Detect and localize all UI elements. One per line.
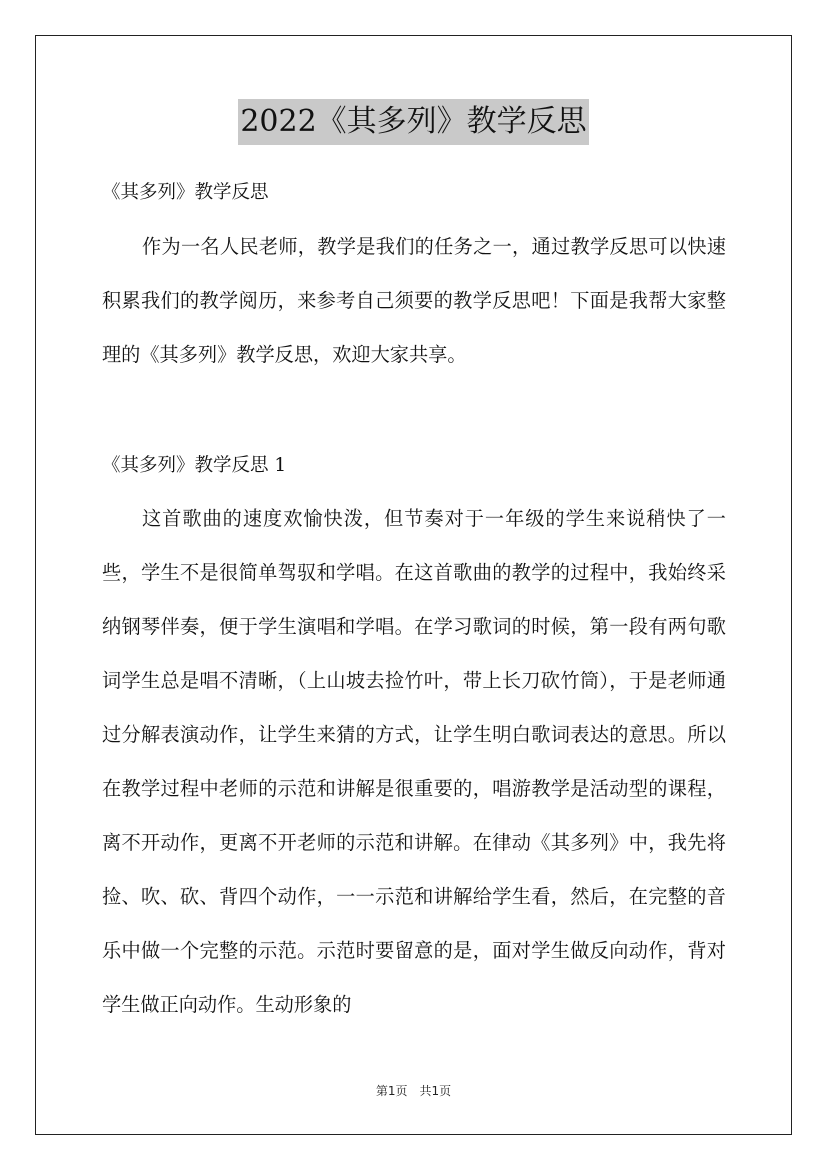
page-number-footer: 第1页 共1页 bbox=[375, 1084, 452, 1098]
document-subtitle: 《其多列》教学反思 bbox=[102, 182, 269, 203]
section-heading: 《其多列》教学反思 1 bbox=[102, 455, 287, 476]
document-title bbox=[0, 99, 827, 149]
intro-paragraph: 作为一名人民老师，教学是我们的任务之一，通过教学反思可以快速积累我们的教学阅历，来参考自己须要的教学反思吧！下面是我帮大家整理的《其多列》教学反思，欢迎大家共享。 bbox=[102, 235, 726, 366]
section-paragraph: 这首歌曲的速度欢愉快泼，但节奏对于一年级的学生来说稍快了一些，学生不是很简单驾驭和学唱。在这首歌曲的教学的过程中，我始终采纳钢琴伴奏，便于学生演唱和学唱。在学习歌词的时候，第一段有两句歌词学生总是唱不清晰，（上山坡去捡竹叶，带上长刀砍竹筒），于是老师通过分解表演动作，让学生来猜的方式，让学生明白歌词表达的意思。所以在教学过程中老师的示范和讲解是很重要的，唱游教学是活动型的课程，离不开动作，更离不开老师的示范和讲解。在律动《其多列》中，我先将捡、吹、砍、背四个动作，一一示范和讲解给学生看，然后，在完整的音乐中做一个完整的示范。示范时要留意的是，面对学生做反向动作，背对学生做正向动作。生动形象的 bbox=[102, 507, 726, 1016]
document-title-text: 2022《其多列》教学反思 bbox=[238, 99, 588, 145]
